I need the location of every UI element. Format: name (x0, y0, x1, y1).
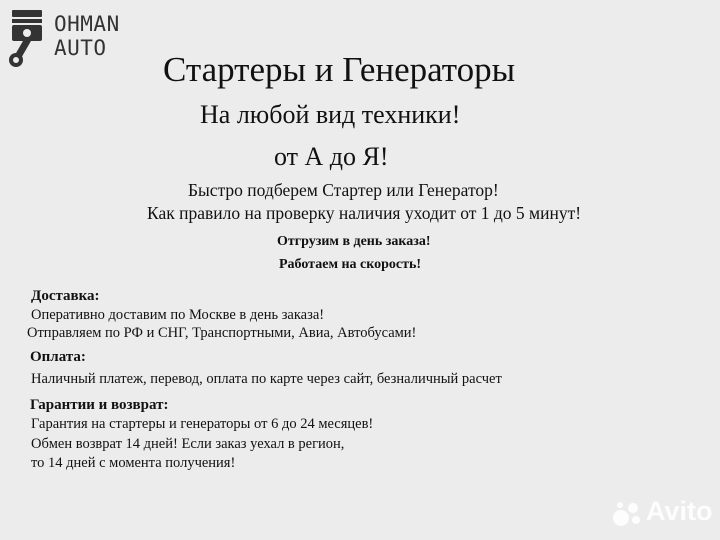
piston-icon (4, 8, 48, 68)
subtitle-1: На любой вид техники! (200, 100, 461, 129)
payment-line-1: Наличный платеж, перевод, оплата по карте через сайт, безналичный расчет (31, 371, 502, 387)
avito-dots-icon (612, 500, 644, 528)
delivery-heading: Доставка: (31, 288, 100, 304)
delivery-line-2: Отправляем по РФ и СНГ, Транспортными, Авиа, Автобусами! (27, 325, 417, 341)
intro-line-1: Быстро подберем Стартер или Генератор! (188, 180, 499, 200)
warranty-heading: Гарантии и возврат: (30, 397, 169, 413)
logo-line-1: OHMAN (54, 12, 120, 36)
logo-text (54, 12, 120, 60)
intro-line-2: Как правило на проверку наличия уходит от 1 до 5 минут! (147, 203, 582, 223)
logo (4, 8, 154, 68)
warranty-line-3: то 14 дней с момента получения! (31, 455, 236, 471)
warranty-line-2: Обмен возврат 14 дней! Если заказ уехал в регион, (31, 436, 345, 452)
payment-heading: Оплата: (30, 349, 86, 365)
avito-watermark-text: Avito (646, 496, 713, 526)
warranty-line-1: Гарантия на стартеры и генераторы от 6 до 24 месяцев! (31, 416, 374, 432)
highlight-line-2: Работаем на скорость! (279, 257, 422, 272)
delivery-line-1: Оперативно доставим по Москве в день заказа! (31, 307, 325, 323)
subtitle-2: от А до Я! (274, 142, 389, 171)
highlight-line-1: Отгрузим в день заказа! (277, 234, 431, 249)
logo-line-2: AUTO (54, 36, 107, 60)
avito-watermark (612, 498, 712, 530)
page-title: Стартеры и Генераторы (163, 50, 516, 89)
